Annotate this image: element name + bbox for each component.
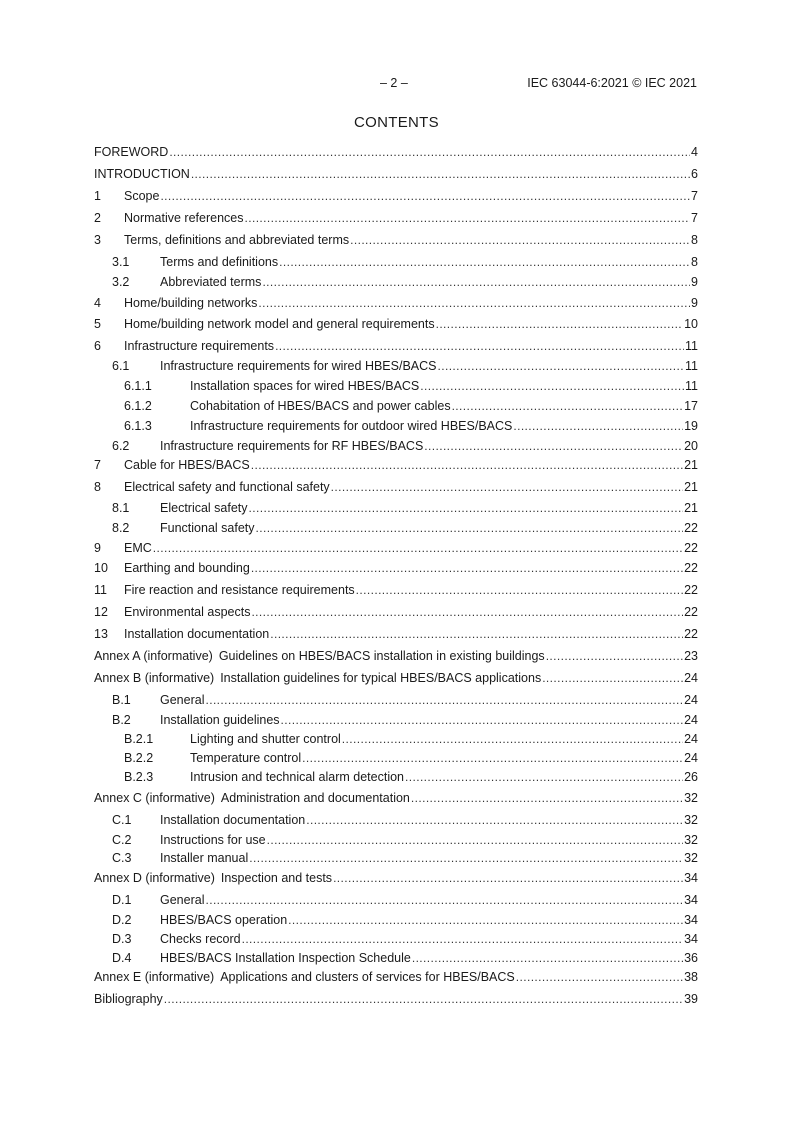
page-number: – 2 – (380, 76, 408, 90)
dot-leader (412, 950, 683, 966)
toc-entry[interactable] (94, 769, 698, 785)
toc-entry-number: Annex A (informative) (94, 649, 213, 663)
dot-leader (546, 648, 683, 664)
dot-leader (205, 692, 683, 708)
toc-entry-title: Bibliography (94, 992, 163, 1006)
dot-leader (279, 254, 690, 270)
toc-entry-number: C.1 (112, 813, 132, 827)
toc-entry-number: 1 (94, 189, 101, 203)
dot-leader (205, 892, 683, 908)
toc-entry-title: Instructions for use (160, 833, 266, 847)
toc-entry-number: 2 (94, 211, 101, 225)
toc-entry-page: 24 (684, 693, 698, 707)
toc-entry-page: 34 (684, 871, 698, 885)
toc-entry-number: 8.1 (112, 501, 130, 515)
dot-leader (516, 969, 683, 985)
toc-entry[interactable] (94, 520, 698, 536)
dot-leader (160, 188, 690, 204)
toc-entry-title: Normative references (124, 211, 244, 225)
document-reference: IEC 63044-6:2021 © IEC 2021 (527, 76, 697, 90)
toc-entry[interactable] (94, 991, 698, 1007)
dot-leader (251, 457, 683, 473)
dot-leader (411, 790, 683, 806)
toc-entry[interactable] (94, 166, 698, 182)
toc-entry-number: 13 (94, 627, 108, 641)
dot-leader (153, 540, 683, 556)
toc-entry[interactable] (94, 750, 698, 766)
toc-entry-page: 38 (684, 970, 698, 984)
toc-entry-page: 24 (684, 671, 698, 685)
toc-entry[interactable] (94, 912, 698, 928)
toc-entry-title: Installation guidelines (160, 713, 280, 727)
toc-entry[interactable] (94, 540, 698, 556)
toc-entry-number: Annex E (informative) (94, 970, 215, 984)
toc-entry[interactable] (94, 931, 698, 947)
toc-entry-number: 4 (94, 296, 101, 310)
toc-entry[interactable] (94, 870, 698, 886)
toc-entry-number: 11 (94, 583, 107, 597)
dot-leader (331, 479, 683, 495)
toc-entry[interactable] (94, 969, 698, 985)
toc-entry-title: Fire reaction and resistance requirements (124, 583, 355, 597)
toc-entry[interactable] (94, 670, 698, 686)
toc-entry-number: 6 (94, 339, 101, 353)
toc-entry-page: 21 (684, 480, 698, 494)
toc-entry-page: 17 (684, 399, 698, 413)
toc-entry-title: Installation guidelines for typical HBES/BACS applications (220, 671, 542, 685)
toc-entry[interactable] (94, 438, 698, 454)
toc-entry-title: Functional safety (160, 521, 255, 535)
toc-entry-number: Annex D (informative) (94, 871, 215, 885)
toc-entry-page: 4 (691, 145, 698, 159)
toc-entry-title: Cable for HBES/BACS (124, 458, 250, 472)
toc-entry-page: 34 (684, 932, 698, 946)
toc-entry-page: 23 (684, 649, 698, 663)
toc-entry-page: 9 (691, 275, 698, 289)
toc-entry-number: D.1 (112, 893, 132, 907)
toc-entry[interactable] (94, 626, 698, 642)
toc-entry-number: 6.1.2 (124, 399, 152, 413)
toc-entry-number: B.2.2 (124, 751, 154, 765)
toc-entry-title: Terms, definitions and abbreviated terms (124, 233, 350, 247)
toc-entry[interactable] (94, 232, 698, 248)
toc-entry-page: 36 (684, 951, 698, 965)
dot-leader (302, 750, 683, 766)
dot-leader (288, 912, 683, 928)
toc-entry-number: 8.2 (112, 521, 130, 535)
toc-entry-title: Installation documentation (124, 627, 270, 641)
dot-leader (270, 626, 683, 642)
toc-entry-title: General (160, 693, 205, 707)
dot-leader (164, 991, 683, 1007)
toc-entry-title: Infrastructure requirements for wired HBES/BACS (160, 359, 437, 373)
toc-entry-title: Scope (124, 189, 160, 203)
toc-entry[interactable] (94, 457, 698, 473)
toc-entry-number: B.1 (112, 693, 131, 707)
toc-entry[interactable] (94, 398, 698, 414)
toc-entry[interactable] (94, 338, 698, 354)
dot-leader (191, 166, 690, 182)
toc-entry-title: HBES/BACS operation (160, 913, 288, 927)
toc-entry-page: 22 (684, 605, 698, 619)
toc-entry-title: Cohabitation of HBES/BACS and power cables (190, 399, 451, 413)
toc-entry-page: 22 (684, 583, 698, 597)
toc-entry-number: B.2 (112, 713, 131, 727)
toc-entry-page: 32 (684, 833, 698, 847)
dot-leader (249, 500, 684, 516)
dot-leader (169, 144, 690, 160)
dot-leader (405, 769, 683, 785)
toc-entry-page: 24 (684, 751, 698, 765)
toc-entry-title: Abbreviated terms (160, 275, 262, 289)
toc-entry-number: 3.2 (112, 275, 130, 289)
toc-entry[interactable] (94, 316, 698, 332)
toc-entry-title: Installation documentation (160, 813, 306, 827)
toc-entry[interactable] (94, 850, 698, 866)
toc-entry-page: 22 (684, 521, 698, 535)
toc-entry-page: 32 (684, 813, 698, 827)
toc-entry-page: 32 (684, 851, 698, 865)
toc-entry-number: D.3 (112, 932, 132, 946)
toc-entry[interactable] (94, 418, 698, 434)
toc-entry[interactable] (94, 188, 698, 204)
toc-entry-number: 6.1.1 (124, 379, 152, 393)
toc-entry[interactable] (94, 254, 698, 270)
dot-leader (452, 398, 684, 414)
toc-entry-page: 21 (684, 458, 698, 472)
page-header (0, 76, 793, 92)
toc-entry-page: 22 (684, 561, 698, 575)
toc-entry-title: Electrical safety and functional safety (124, 480, 330, 494)
toc-entry-page: 6 (691, 167, 698, 181)
toc-entry[interactable] (94, 790, 698, 806)
toc-entry-title: Lighting and shutter control (190, 732, 341, 746)
toc-entry-title: Administration and documentation (220, 791, 410, 805)
toc-entry-number: 7 (94, 458, 101, 472)
toc-entry[interactable] (94, 712, 698, 728)
dot-leader (258, 295, 690, 311)
toc-entry-page: 10 (684, 317, 698, 331)
toc-entry-page: 11 (685, 379, 698, 393)
toc-entry-page: 21 (684, 501, 698, 515)
toc-entry[interactable] (94, 731, 698, 747)
toc-entry-title: Electrical safety (160, 501, 248, 515)
toc-entry-number: B.2.1 (124, 732, 154, 746)
toc-entry-page: 22 (684, 627, 698, 641)
dot-leader (306, 812, 683, 828)
toc-entry-page: 22 (684, 541, 698, 555)
toc-entry-number: 3 (94, 233, 101, 247)
toc-entry-title: Inspection and tests (220, 871, 333, 885)
dot-leader (542, 670, 683, 686)
toc-entry[interactable] (94, 812, 698, 828)
dot-leader (256, 520, 684, 536)
toc-entry-title: Terms and definitions (160, 255, 279, 269)
toc-entry[interactable] (94, 358, 698, 374)
toc-entry-title: Intrusion and technical alarm detection (190, 770, 405, 784)
toc-entry[interactable] (94, 950, 698, 966)
dot-leader (262, 274, 690, 290)
dot-leader (275, 338, 684, 354)
dot-leader (424, 438, 683, 454)
toc-entry[interactable] (94, 582, 698, 598)
toc-entry-number: 10 (94, 561, 108, 575)
toc-entry-title: Earthing and bounding (124, 561, 250, 575)
toc-entry[interactable] (94, 892, 698, 908)
toc-entry[interactable] (94, 648, 698, 664)
toc-entry-page: 11 (685, 339, 698, 353)
toc-entry-title: Infrastructure requirements for RF HBES/BACS (160, 439, 424, 453)
toc-entry-title: Checks record (160, 932, 241, 946)
toc-entry-page: 26 (684, 770, 698, 784)
dot-leader (356, 582, 683, 598)
toc-entry-number: 9 (94, 541, 101, 555)
toc-entry-title: Environmental aspects (124, 605, 251, 619)
toc-entry-page: 24 (684, 732, 698, 746)
dot-leader (350, 232, 690, 248)
toc-entry-number: Annex C (informative) (94, 791, 215, 805)
toc-entry[interactable] (94, 832, 698, 848)
toc-entry-title: Infrastructure requirements for outdoor wired HBES/BACS (190, 419, 513, 433)
toc-entry-number: 3.1 (112, 255, 130, 269)
dot-leader (242, 931, 684, 947)
toc-entry-number: C.3 (112, 851, 132, 865)
toc-entry[interactable] (94, 144, 698, 160)
toc-entry[interactable] (94, 692, 698, 708)
toc-entry-number: 6.1.3 (124, 419, 152, 433)
dot-leader (245, 210, 691, 226)
dot-leader (438, 358, 685, 374)
toc-entry[interactable] (94, 500, 698, 516)
dot-leader (420, 378, 684, 394)
toc-entry[interactable] (94, 479, 698, 495)
toc-entry-title: Home/building network model and general requirements (124, 317, 435, 331)
toc-entry-page: 20 (684, 439, 698, 453)
toc-entry-page: 11 (685, 359, 698, 373)
toc-entry-number: B.2.3 (124, 770, 154, 784)
toc-entry-number: C.2 (112, 833, 132, 847)
toc-entry-number: D.2 (112, 913, 132, 927)
toc-entry-page: 7 (691, 211, 698, 225)
toc-entry-page: 8 (691, 233, 698, 247)
toc-entry-page: 34 (684, 913, 698, 927)
toc-entry-title: Home/building networks (124, 296, 258, 310)
toc-entry-page: 24 (684, 713, 698, 727)
toc-entry[interactable] (94, 274, 698, 290)
dot-leader (251, 560, 683, 576)
toc-entry[interactable] (94, 210, 698, 226)
toc-entry-page: 9 (691, 296, 698, 310)
toc-entry-title: Temperature control (190, 751, 302, 765)
dot-leader (249, 850, 683, 866)
toc-entry-title: EMC (124, 541, 152, 555)
toc-entry-title: Applications and clusters of services for HBES/BACS (220, 970, 515, 984)
toc-entry-title: HBES/BACS Installation Inspection Schedule (160, 951, 411, 965)
dot-leader (513, 418, 683, 434)
toc-entry-page: 39 (684, 992, 698, 1006)
toc-entry-page: 7 (691, 189, 698, 203)
dot-leader (333, 870, 683, 886)
toc-entry-title: General (160, 893, 205, 907)
toc-entry-number: 8 (94, 480, 101, 494)
dot-leader (436, 316, 684, 332)
toc-entry-title: Installer manual (160, 851, 249, 865)
toc-entry[interactable] (94, 295, 698, 311)
toc-entry-title: INTRODUCTION (94, 167, 190, 181)
toc-entry-title: FOREWORD (94, 145, 169, 159)
toc-entry-page: 32 (684, 791, 698, 805)
toc-entry-page: 19 (684, 419, 698, 433)
toc-entry-page: 34 (684, 893, 698, 907)
toc-entry-title: Installation spaces for wired HBES/BACS (190, 379, 420, 393)
toc-entry-number: D.4 (112, 951, 132, 965)
toc-entry[interactable] (94, 604, 698, 620)
toc-entry-number: 6.1 (112, 359, 130, 373)
toc-entry-number: 5 (94, 317, 101, 331)
toc-entry-number: Annex B (informative) (94, 671, 215, 685)
toc-entry-number: 6.2 (112, 439, 130, 453)
toc-entry-page: 8 (691, 255, 698, 269)
dot-leader (342, 731, 683, 747)
toc-entry-number: 12 (94, 605, 108, 619)
dot-leader (281, 712, 684, 728)
toc-entry[interactable] (94, 378, 698, 394)
toc-entry-title: Infrastructure requirements (124, 339, 275, 353)
dot-leader (251, 604, 683, 620)
dot-leader (267, 832, 683, 848)
toc-entry[interactable] (94, 560, 698, 576)
toc-entry-title: Guidelines on HBES/BACS installation in existing buildings (218, 649, 545, 663)
page-title: CONTENTS (354, 114, 439, 131)
